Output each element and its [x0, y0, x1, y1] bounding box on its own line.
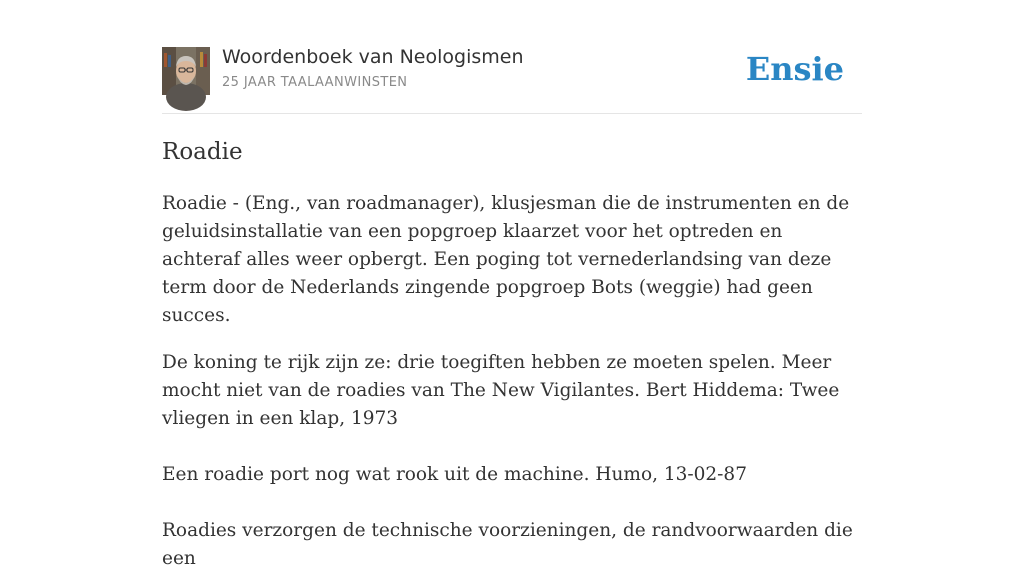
quote-item: Een roadie port nog wat rook uit de machine. Humo, 13-02-87 — [162, 464, 747, 485]
entry-quotes — [162, 349, 862, 573]
site-header — [162, 46, 862, 114]
entry-content — [162, 136, 862, 573]
author-avatar[interactable] — [162, 47, 210, 95]
quote-item: De koning te rijk zijn ze: drie toegiften hebben ze moeten spelen. Meer mocht niet van de roadies van The New Vigilantes. Bert Hiddema: Twee vliegen in een klap, 1973 — [162, 352, 840, 429]
author-photo-icon — [162, 47, 210, 95]
site-subtitle: 25 JAAR TAALAANWINSTEN — [222, 75, 408, 90]
entry-title: Roadie — [162, 139, 243, 165]
site-title[interactable]: Woordenboek van Neologismen — [222, 46, 524, 68]
entry-definition: Roadie - (Eng., van roadmanager), klusjesman die de instrumenten en de geluidsinstallatie van een popgroep klaarzet voor het optreden en achteraf alles weer opbergt. Een poging tot vernederlandsing van deze term door de Nederlands zingende popgroep Bots (weggie) had geen succes. — [162, 193, 850, 326]
quote-item: Roadies verzorgen de technische voorzieningen, de randvoorwaarden die een — [162, 520, 853, 569]
ensie-logo-link[interactable]: Ensie — [745, 50, 844, 88]
